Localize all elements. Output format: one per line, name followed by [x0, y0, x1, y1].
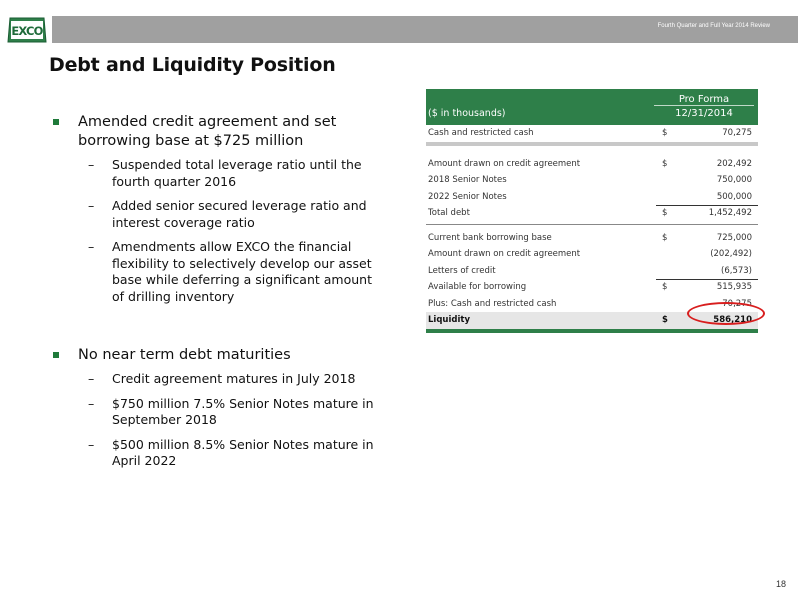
- sub-text: Suspended total leverage ratio until the fourth quarter 2016: [112, 157, 362, 189]
- table-row: Amount drawn on credit agreement (202,492): [428, 249, 752, 259]
- bullet-list: [52, 113, 382, 478]
- page-title: Debt and Liquidity Position: [49, 54, 336, 76]
- bullet-credit-agreement: [52, 113, 382, 151]
- bullet-text: No near term debt maturities: [78, 347, 291, 363]
- dash-marker: –: [88, 198, 95, 213]
- bullet-marker-icon: [53, 352, 59, 358]
- table-bottom-band: [426, 329, 758, 333]
- bullet-debt-maturities: [52, 346, 382, 365]
- highlight-circle: [687, 302, 765, 325]
- table-row: 2022 Senior Notes 500,000: [426, 189, 758, 206]
- header-bar: [52, 16, 798, 43]
- sub-text: $750 million 7.5% Senior Notes mature in September 2018: [112, 395, 374, 427]
- sub-bullet: [52, 371, 382, 388]
- header-pro-forma: Pro Forma: [678, 94, 730, 105]
- exco-logo: [7, 17, 47, 43]
- sub-bullet: [52, 157, 382, 190]
- liquidity-table: [426, 89, 758, 333]
- bullet-marker-icon: [53, 119, 59, 125]
- dash-marker: –: [88, 239, 95, 254]
- sub-text: Amendments allow EXCO the financial flexibility to selectively develop our asset base while deferring a significant amount of drilling inventory: [112, 239, 372, 304]
- dash-marker: –: [88, 395, 95, 411]
- sub-bullet: [52, 239, 382, 305]
- header-date: 12/31/2014: [675, 108, 733, 119]
- sub-bullet: [52, 396, 382, 429]
- table-header: [426, 89, 758, 125]
- table-row: Cash and restricted cash $ 70,275: [428, 128, 752, 138]
- dash-marker: –: [88, 436, 95, 452]
- table-row: Plus: Cash and restricted cash 70,275: [426, 296, 758, 313]
- page-number: 18: [775, 579, 786, 589]
- table-row-liquidity: Liquidity $ 586,210: [426, 312, 758, 329]
- header-subtitle: Fourth Quarter and Full Year 2014 Review: [657, 23, 770, 29]
- table-row: Available for borrowing $ 515,935: [428, 282, 752, 292]
- sub-list: [52, 371, 382, 470]
- table-row: Amount drawn on credit agreement $ 202,492: [428, 158, 752, 169]
- dash-marker: –: [88, 157, 95, 172]
- sub-text: $500 million 8.5% Senior Notes mature in April 2022: [112, 436, 374, 468]
- table-row: Letters of credit (6,573): [426, 263, 758, 280]
- bullet-text: Amended credit agreement and set borrowing base at $725 million: [78, 114, 337, 149]
- dash-marker: –: [88, 371, 95, 386]
- table-row-total: Total debt $ 1,452,492: [428, 208, 752, 218]
- table-row: Current bank borrowing base $ 725,000: [428, 232, 752, 243]
- sub-text: Added senior secured leverage ratio and interest coverage ratio: [112, 198, 367, 230]
- sub-list: [52, 157, 382, 305]
- sub-bullet: [52, 198, 382, 231]
- logo-text: EXCO: [11, 24, 43, 38]
- table-row: 2018 Senior Notes 750,000: [428, 175, 752, 185]
- header-units: ($ in thousands): [428, 108, 506, 119]
- sub-bullet: [52, 437, 382, 470]
- sub-text: Credit agreement matures in July 2018: [112, 371, 356, 386]
